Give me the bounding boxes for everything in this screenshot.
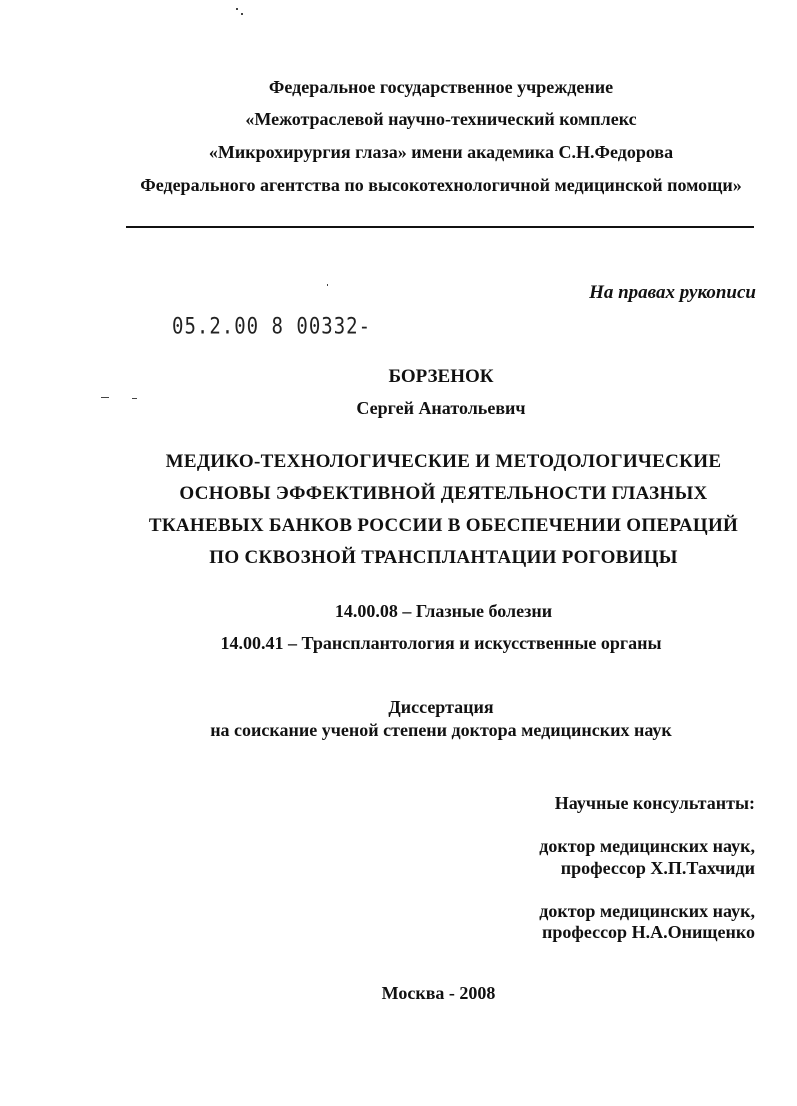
specialty-2: 14.00.41 – Трансплантология и искусственные органы: [220, 633, 662, 653]
consultant-1-name: профессор Х.П.Тахчиди: [560, 858, 755, 878]
dissertation-title-line-1: МЕДИКО-ТЕХНОЛОГИЧЕСКИЕ И МЕТОДОЛОГИЧЕСКИЕ: [165, 451, 722, 472]
rights-note: На правах рукописи: [589, 282, 756, 303]
dissertation-title-line-2: ОСНОВЫ ЭФФЕКТИВНОЙ ДЕЯТЕЛЬНОСТИ ГЛАЗНЫХ: [179, 483, 708, 504]
consultant-2-name: профессор Н.А.Онищенко: [542, 922, 755, 942]
dissertation-title-line-3: ТКАНЕВЫХ БАНКОВ РОССИИ В ОБЕСПЕЧЕНИИ ОПЕРАЦИЙ: [148, 515, 739, 536]
header-divider: [126, 226, 754, 228]
institution-line-4: Федерального агентства по высокотехнологичной медицинской помощи»: [140, 175, 742, 195]
scan-speck: [241, 13, 243, 15]
consultant-1-degree: доктор медицинских наук,: [539, 836, 755, 856]
consultants-heading: Научные консультанты:: [554, 793, 755, 813]
dissertation-type: Диссертация: [388, 697, 494, 717]
degree-sought: на соискание ученой степени доктора медицинских наук: [210, 720, 672, 740]
consultant-2-degree: доктор медицинских наук,: [539, 901, 755, 921]
place-and-year: Москва - 2008: [381, 983, 496, 1003]
scan-speck: [132, 398, 137, 399]
author-surname: БОРЗЕНОК: [388, 366, 494, 387]
institution-line-2: «Межотраслевой научно-технический комплекс: [245, 109, 637, 129]
institution-line-3: «Микрохирургия глаза» имени академика С.Н.Федорова: [208, 142, 674, 162]
registry-stamp: 05.2.00 8 00332-: [172, 314, 372, 340]
specialty-1: 14.00.08 – Глазные болезни: [334, 601, 553, 621]
scan-speck: [101, 397, 109, 398]
author-given-names: Сергей Анатольевич: [356, 398, 526, 418]
scan-speck: [327, 284, 328, 286]
scan-speck: [236, 8, 238, 10]
dissertation-title-line-4: ПО СКВОЗНОЙ ТРАНСПЛАНТАЦИИ РОГОВИЦЫ: [209, 547, 678, 568]
institution-line-1: Федеральное государственное учреждение: [268, 77, 614, 97]
